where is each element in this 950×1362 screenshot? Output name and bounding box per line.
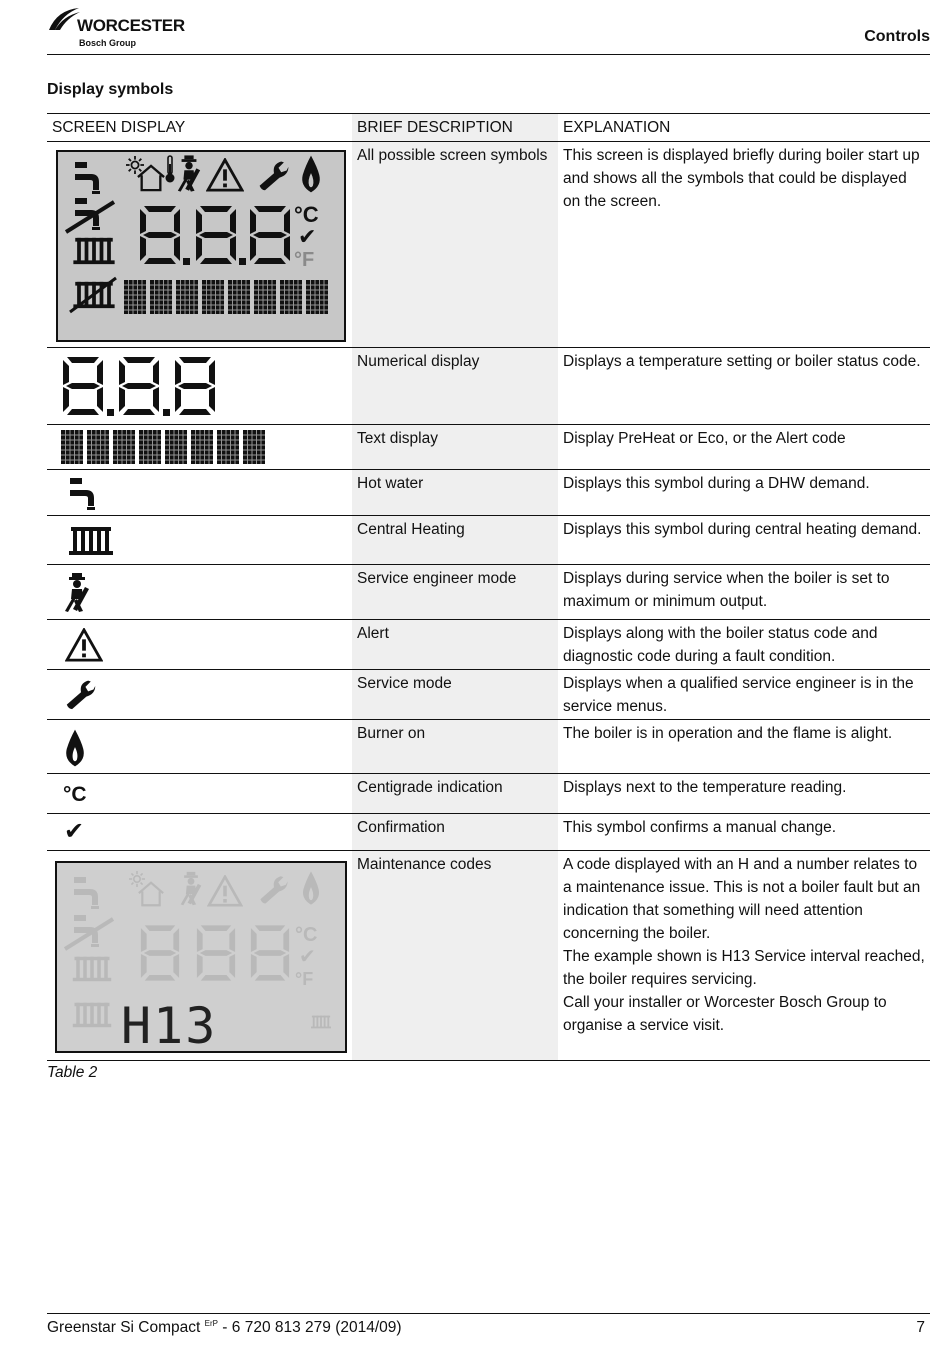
explanation-cell: Displays a temperature setting or boiler status code. <box>558 348 930 425</box>
explanation-cell: The boiler is in operation and the flame is alight. <box>558 720 930 774</box>
table-row <box>47 142 930 348</box>
celsius-label: °C <box>294 202 319 227</box>
central-heating-radiator-icon <box>73 238 114 264</box>
section-title: Controls <box>864 28 930 45</box>
brief-description-cell: Text display <box>352 425 558 470</box>
screen-display-cell <box>47 720 352 774</box>
screen-display-cell <box>47 565 352 620</box>
table-row <box>47 814 930 851</box>
table-caption: Table 2 <box>47 1064 98 1081</box>
footer-document-reference <box>47 1319 402 1337</box>
decimal-point <box>183 258 190 265</box>
numerical-display-digits <box>61 353 221 421</box>
celsius-label: °C <box>295 924 318 946</box>
brief-description-cell: Numerical display <box>352 348 558 425</box>
table-row <box>47 620 930 670</box>
footer-erp: ErP <box>204 1319 218 1328</box>
brief-description-cell: All possible screen symbols <box>352 142 558 348</box>
screen-display-cell <box>47 851 352 1061</box>
explanation-cell: Displays along with the boiler status code and diagnostic code during a fault condition. <box>558 620 930 670</box>
screen-display-cell <box>47 516 352 565</box>
brief-description-cell: Service mode <box>352 670 558 720</box>
explanation-cell: Displays this symbol during a DHW demand. <box>558 470 930 516</box>
display-symbols-table <box>47 113 930 1061</box>
explanation-cell: Displays when a qualified service engineer is in the service menus. <box>558 670 930 720</box>
table-row <box>47 516 930 565</box>
brief-description-cell: Service engineer mode <box>352 565 558 620</box>
screen-display-cell <box>47 470 352 516</box>
brief-description-cell: Central Heating <box>352 516 558 565</box>
decimal-point <box>239 258 246 265</box>
page-heading: Display symbols <box>47 81 174 98</box>
full-lcd-display <box>56 150 346 342</box>
brief-description-cell: Maintenance codes <box>352 851 558 1061</box>
page-footer <box>47 1313 930 1336</box>
explanation-paragraph: Call your installer or Worcester Bosch Group to organise a service visit. <box>563 994 887 1034</box>
screen-display-cell <box>47 425 352 470</box>
explanation-cell: Display PreHeat or Eco, or the Alert code <box>558 425 930 470</box>
table-row <box>47 348 930 425</box>
column-header-screen-display: SCREEN DISPLAY <box>47 114 352 142</box>
explanation-cell <box>558 851 930 1061</box>
brief-description-cell: Burner on <box>352 720 558 774</box>
brief-description-cell: Alert <box>352 620 558 670</box>
footer-product: Greenstar Si Compact <box>47 1319 201 1336</box>
page-number: 7 <box>916 1319 925 1336</box>
brief-description-cell: Centigrade indication <box>352 774 558 814</box>
check-label: ✔ <box>298 225 317 250</box>
fahrenheit-label: °F <box>295 969 314 989</box>
screen-display-cell <box>47 142 352 348</box>
logo-wordmark: WORCESTER <box>77 16 185 35</box>
table-row <box>47 720 930 774</box>
logo-subtitle: Bosch Group <box>79 38 137 48</box>
footer-doc-number: - 6 720 813 279 (2014/09) <box>218 1319 402 1336</box>
service-engineer-icon <box>63 573 91 613</box>
celsius-symbol: °C <box>63 783 87 806</box>
text-display-blocks <box>61 430 271 466</box>
table-row <box>47 774 930 814</box>
check-mark-icon: ✔ <box>64 817 85 845</box>
screen-display-cell <box>47 774 352 814</box>
screen-display-cell <box>47 620 352 670</box>
flame-icon <box>64 728 86 768</box>
explanation-cell: Displays during service when the boiler is set to maximum or minimum output. <box>558 565 930 620</box>
explanation-paragraph: A code displayed with an H and a number relates to a maintenance issue. This is not a boiler fault but an indication that something will need attention concerning the boiler. <box>563 856 921 942</box>
screen-display-cell <box>47 670 352 720</box>
screen-display-cell <box>47 814 352 851</box>
table-row <box>47 565 930 620</box>
check-label: ✔ <box>299 944 316 968</box>
table-row <box>47 670 930 720</box>
explanation-paragraph: The example shown is H13 Service interval reached, the boiler requires servicing. <box>563 948 925 988</box>
central-heating-radiator-icon <box>69 525 113 557</box>
table-row <box>47 425 930 470</box>
column-header-brief-description: BRIEF DESCRIPTION <box>352 114 558 142</box>
worcester-logo <box>47 6 187 50</box>
brief-description-cell: Hot water <box>352 470 558 516</box>
page-header <box>47 4 930 55</box>
maintenance-lcd-display <box>55 861 347 1053</box>
hot-water-tap-icon <box>67 476 99 510</box>
column-header-explanation: EXPLANATION <box>558 114 930 142</box>
fahrenheit-label: °F <box>294 249 315 271</box>
explanation-cell: Displays this symbol during central heating demand. <box>558 516 930 565</box>
maintenance-code: H13 <box>121 997 218 1053</box>
explanation-cell: This screen is displayed briefly during boiler start up and shows all the symbols that could be displayed on the screen. <box>558 142 930 348</box>
screen-display-cell <box>47 348 352 425</box>
wrench-icon <box>63 678 99 710</box>
table-header-row <box>47 114 930 142</box>
table-row <box>47 470 930 516</box>
logo-swoosh-icon <box>47 6 81 32</box>
alert-triangle-icon <box>65 628 103 662</box>
brief-description-cell: Confirmation <box>352 814 558 851</box>
explanation-cell: Displays next to the temperature reading. <box>558 774 930 814</box>
table-row <box>47 851 930 1061</box>
explanation-cell: This symbol confirms a manual change. <box>558 814 930 851</box>
